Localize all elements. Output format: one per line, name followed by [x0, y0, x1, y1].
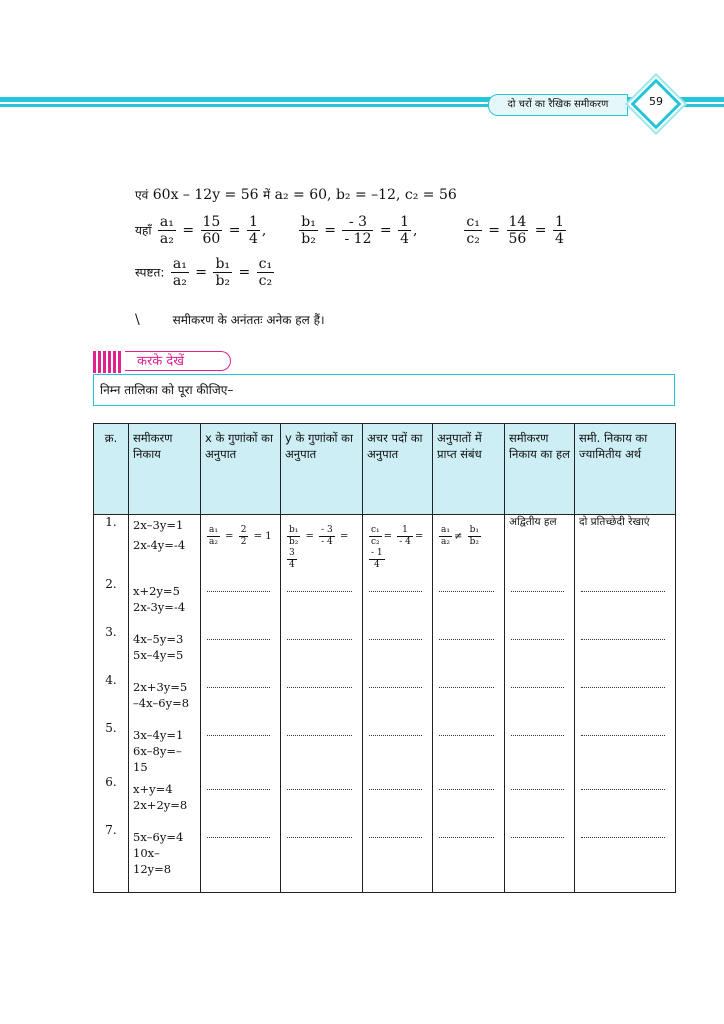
solution-cell: अद्वितीय हल	[505, 515, 575, 577]
stripe-decoration	[93, 351, 123, 373]
col-header: x के गुणांकों का अनुपात	[201, 424, 281, 515]
blank-cell[interactable]	[363, 823, 433, 893]
activity-title: करके देखें	[125, 351, 231, 371]
blank-cell[interactable]	[575, 775, 676, 823]
blank-cell[interactable]	[505, 775, 575, 823]
row-number: 6.	[94, 775, 129, 823]
blank-cell[interactable]	[433, 625, 505, 673]
row-number: 2.	[94, 577, 129, 625]
row-number: 4.	[94, 673, 129, 721]
blank-cell[interactable]	[201, 577, 281, 625]
equation-pair: 2x+3y=5 –4x–6y=8	[129, 673, 201, 721]
blank-cell[interactable]	[281, 721, 363, 775]
blank-cell[interactable]	[575, 625, 676, 673]
blank-cell[interactable]	[433, 673, 505, 721]
blank-cell[interactable]	[201, 721, 281, 775]
col-header: समी. निकाय का ज्यामितीय अर्थ	[575, 424, 676, 515]
table-row	[94, 721, 676, 775]
math-line-3: स्पष्टत: $\frac{\text{a₁}}{\text{a₂}}$ = $\frac{\text{b₁}}{\text{b₂}}$ = $\frac{\text{c₁}}{\text{c₂}}$	[135, 256, 273, 289]
exercise-table	[93, 423, 676, 893]
conclusion-text: समीकरण के अनंततः अनेक हल हैं।	[172, 313, 325, 327]
col-header: y के गुणांकों का अनुपात	[281, 424, 363, 515]
blank-cell[interactable]	[363, 625, 433, 673]
blank-cell[interactable]	[575, 577, 676, 625]
blank-cell[interactable]	[433, 775, 505, 823]
in-word: में	[263, 188, 271, 202]
blank-cell[interactable]	[505, 823, 575, 893]
table-row	[94, 625, 676, 673]
here-word: यहाँ	[135, 223, 152, 238]
blank-cell[interactable]	[281, 625, 363, 673]
blank-cell[interactable]	[281, 673, 363, 721]
blank-cell[interactable]	[433, 823, 505, 893]
col-header: अचर पदों का अनुपात	[363, 424, 433, 515]
col-header: समीकरण निकाय का हल	[505, 424, 575, 515]
blank-cell[interactable]	[281, 823, 363, 893]
row-number: 3.	[94, 625, 129, 673]
blank-cell[interactable]	[201, 823, 281, 893]
blank-cell[interactable]	[281, 577, 363, 625]
table-row	[94, 577, 676, 625]
page-number: 59	[649, 95, 663, 108]
blank-cell[interactable]	[505, 625, 575, 673]
row-number: 7.	[94, 823, 129, 893]
therefore-symbol: \	[135, 312, 140, 328]
row-number: 5.	[94, 721, 129, 775]
intro-word: एवं	[135, 188, 149, 202]
table-header-row	[94, 424, 676, 515]
equation-pair: 5x–6y=4 10x–12y=8	[129, 823, 201, 893]
blank-cell[interactable]	[505, 673, 575, 721]
blank-cell[interactable]	[363, 577, 433, 625]
col-header: समीकरण निकाय	[129, 424, 201, 515]
chapter-title: दो चरों का रैखिक समीकरण	[488, 94, 628, 116]
table-row	[94, 823, 676, 893]
math-line-2: यहाँ $\frac{\text{a₁}}{\text{a₂}}$ = $\frac{15}{60}$ = $\frac{1}{4}$ , $\frac{\text{b₁}}{\text{b₂}}$ = $\frac{- 3}{- 12}$ = $\frac{1}{4}$ , $\frac{\text{c₁}}{\text{c₂}}$ = $\frac{14}{56}$ = $\frac{1}{4}$	[135, 214, 564, 247]
clearly-word: स्पष्टत:	[135, 265, 165, 280]
blank-cell[interactable]	[201, 775, 281, 823]
table-row	[94, 673, 676, 721]
coefficients-2: a₂ = 60, b₂ = –12, c₂ = 56	[274, 187, 457, 203]
blank-cell[interactable]	[363, 775, 433, 823]
blank-cell[interactable]	[363, 721, 433, 775]
blank-cell[interactable]	[505, 721, 575, 775]
equation-pair: 2x–3y=1 2x-4y=-4	[129, 515, 201, 577]
instruction-box: निम्न तालिका को पूरा कीजिए–	[93, 374, 675, 406]
row-number: 1.	[94, 515, 129, 577]
blank-cell[interactable]	[575, 721, 676, 775]
math-line-4	[135, 311, 325, 328]
blank-cell[interactable]	[201, 625, 281, 673]
y-ratio-cell: $\frac{\text{b₁}}{\text{b₂}}$ = $\frac{- 3}{- 4}$ = $\frac{3}{4}$	[281, 515, 363, 577]
meaning-cell: दो प्रतिच्छेदी रेखाएं	[575, 515, 676, 577]
equation-pair: 4x–5y=3 5x–4y=5	[129, 625, 201, 673]
equation-pair: 3x–4y=1 6x–8y=–15	[129, 721, 201, 775]
math-line-1	[135, 186, 457, 203]
blank-cell[interactable]	[281, 775, 363, 823]
blank-cell[interactable]	[433, 577, 505, 625]
equation-pair: x+y=4 2x+2y=8	[129, 775, 201, 823]
relation-cell: $\frac{\text{a₁}}{\text{a₂}}$ ≠ $\frac{\text{b₁}}{\text{b₂}}$	[433, 515, 505, 577]
blank-cell[interactable]	[363, 673, 433, 721]
table-row	[94, 515, 676, 577]
col-header: अनुपातों में प्राप्त संबंध	[433, 424, 505, 515]
constant-ratio-cell: $\frac{\text{c₁}}{\text{c₂}}$ = $\frac{1}{- 4}$ = $\frac{- 1}{4}$	[363, 515, 433, 577]
blank-cell[interactable]	[201, 673, 281, 721]
blank-cell[interactable]	[575, 673, 676, 721]
x-ratio-cell: $\frac{\text{a₁}}{\text{a₂}}$ = $\frac{2}{2}$ = 1	[201, 515, 281, 577]
equation-2: 60x – 12y = 56	[152, 187, 259, 203]
col-header: क्र.	[94, 424, 129, 515]
blank-cell[interactable]	[505, 577, 575, 625]
activity-label	[93, 351, 235, 373]
table-row	[94, 775, 676, 823]
blank-cell[interactable]	[433, 721, 505, 775]
blank-cell[interactable]	[575, 823, 676, 893]
equation-pair: x+2y=5 2x-3y=-4	[129, 577, 201, 625]
